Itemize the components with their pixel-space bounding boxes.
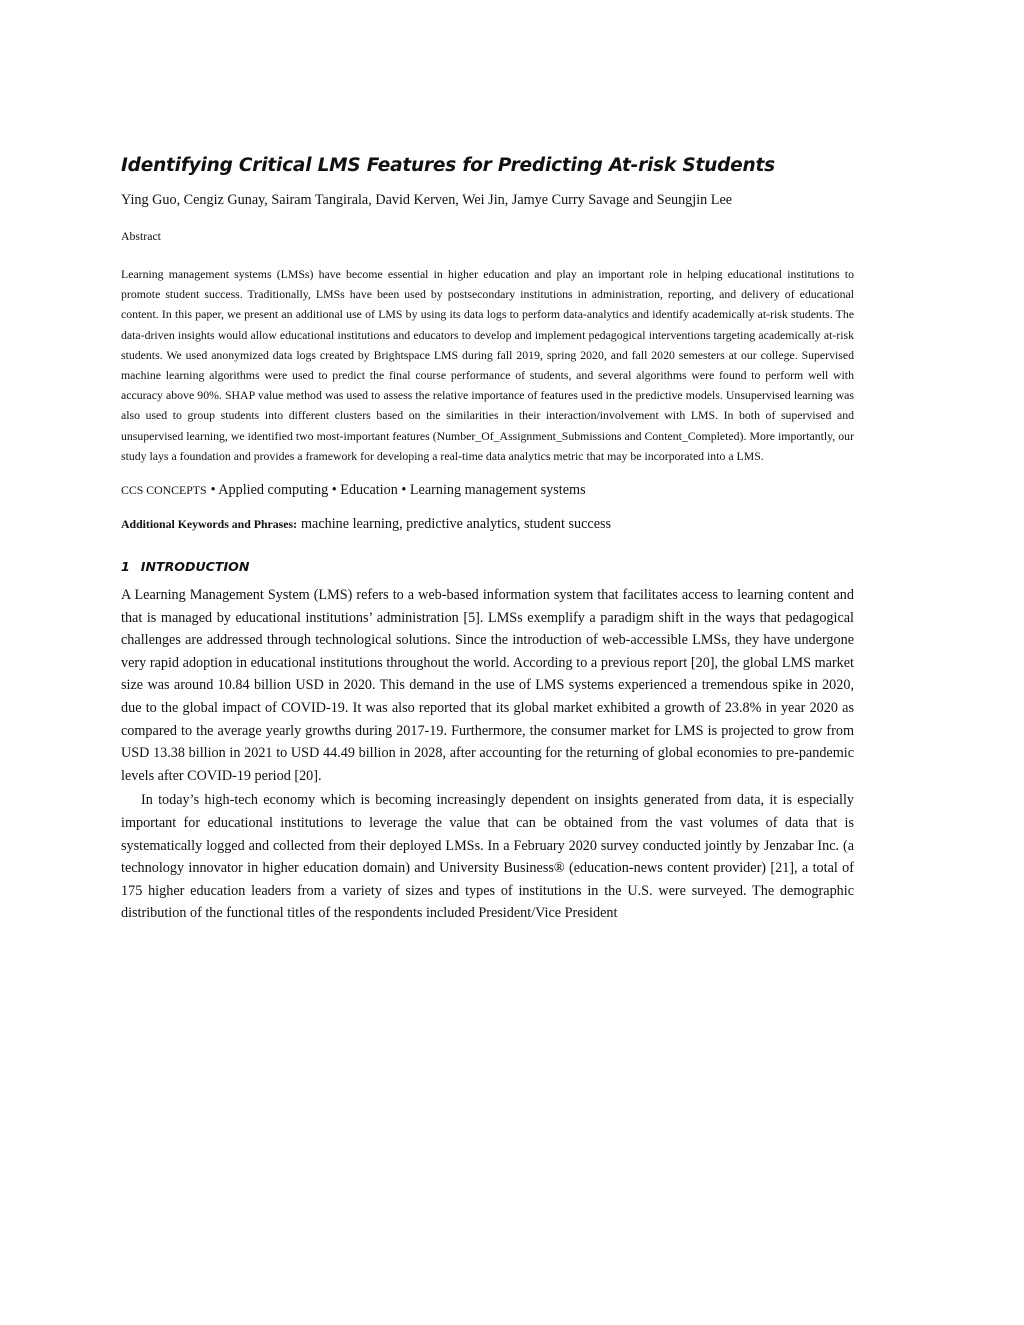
abstract-heading: Abstract xyxy=(121,229,161,243)
paper-page xyxy=(121,150,854,925)
abstract-text: Learning management systems (LMSs) have become essential in higher education and play an important role in helping educational institutions to promote student success. Traditionally, LMSs have been used by postsecondary institutions in administration, reporting, and delivery of educational content. In this paper, we present an additional use of LMS by using its data logs to perform data-analytics and identify academically at-risk students. The data-driven insights would allow educational institutions and educators to develop and implement pedagogical interventions targeting academically at-risk students. We used anonymized data logs created by Brightspace LMS during fall 2019, spring 2020, and fall 2020 semesters at our college. Supervised machine learning algorithms were used to predict the final course performance of students, and several algorithms were found to perform well with accuracy above 90%. SHAP value method was used to assess the relative importance of features used in the predictive models. Unsupervised learning was also used to group students into different clusters based on the similarities in their interaction/involvement with LMS. In both of supervised and unsupervised learning, we identified two most-important features (Number_Of_Assignment_Submissions and Content_Completed). More importantly, our study lays a foundation and provides a framework for developing a real-time data analytics metric that may be incorporated into a LMS. xyxy=(121,267,854,463)
keywords-terms: machine learning, predictive analytics, student success xyxy=(301,516,612,533)
ccs-label: CCS CONCEPTS xyxy=(121,483,207,498)
body-paragraph: In today’s high-tech economy which is becoming increasingly dependent on insights generated from data, it is especially important for educational institutions to leverage the value that can be obtained from the vast volumes of data that is systematically logged and collected from their deployed LMSs. In a February 2020 survey conducted jointly by Jenzabar Inc. (a technology innovator in higher education domain) and University Business® (education-news content provider) [21], a total of 175 higher education leaders from a variety of sizes and types of institutions in the U.S. were surveyed. The demographic distribution of the functional titles of the respondents included President/Vice President xyxy=(121,792,854,922)
author-list: Ying Guo, Cengiz Gunay, Sairam Tangirala, David Kerven, Wei Jin, Jamye Curry Savage and Seungjin Lee xyxy=(121,192,733,208)
section-number: 1 xyxy=(121,559,130,575)
keywords-label: Additional Keywords and Phrases: xyxy=(121,517,297,532)
body-paragraph: A Learning Management System (LMS) refers to a web-based information system that facilitates access to learning content and that is managed by educational institutions’ administration [5]. LMSs exemplify a paradigm shift in the ways that pedagogical challenges are addressed through technological solutions. Since the introduction of web-accessible LMSs, they have undergone very rapid adoption in educational institutions throughout the world. According to a previous report [20], the global LMS market size was around 10.84 billion USD in 2020. This demand in the use of LMS systems experienced a tremendous spike in 2020, due to the global impact of COVID-19. It was also reported that its global market exhibited a growth of 23.8% in year 2020 as compared to the average yearly growths during 2017-19. Furthermore, the consumer market for LMS is projected to grow from USD 13.38 billion in 2021 to USD 44.49 billion in 2028, after accounting for the returning of global economies to pre-pandemic levels after COVID-19 period [20]. xyxy=(121,587,854,784)
ccs-concepts xyxy=(121,480,854,500)
paper-title: Identifying Critical LMS Features for Predicting At-risk Students xyxy=(121,155,775,176)
keywords xyxy=(121,514,854,534)
section-heading xyxy=(121,557,854,577)
section-title: INTRODUCTION xyxy=(140,559,250,575)
ccs-terms: • Applied computing • Education • Learning management systems xyxy=(210,482,586,499)
